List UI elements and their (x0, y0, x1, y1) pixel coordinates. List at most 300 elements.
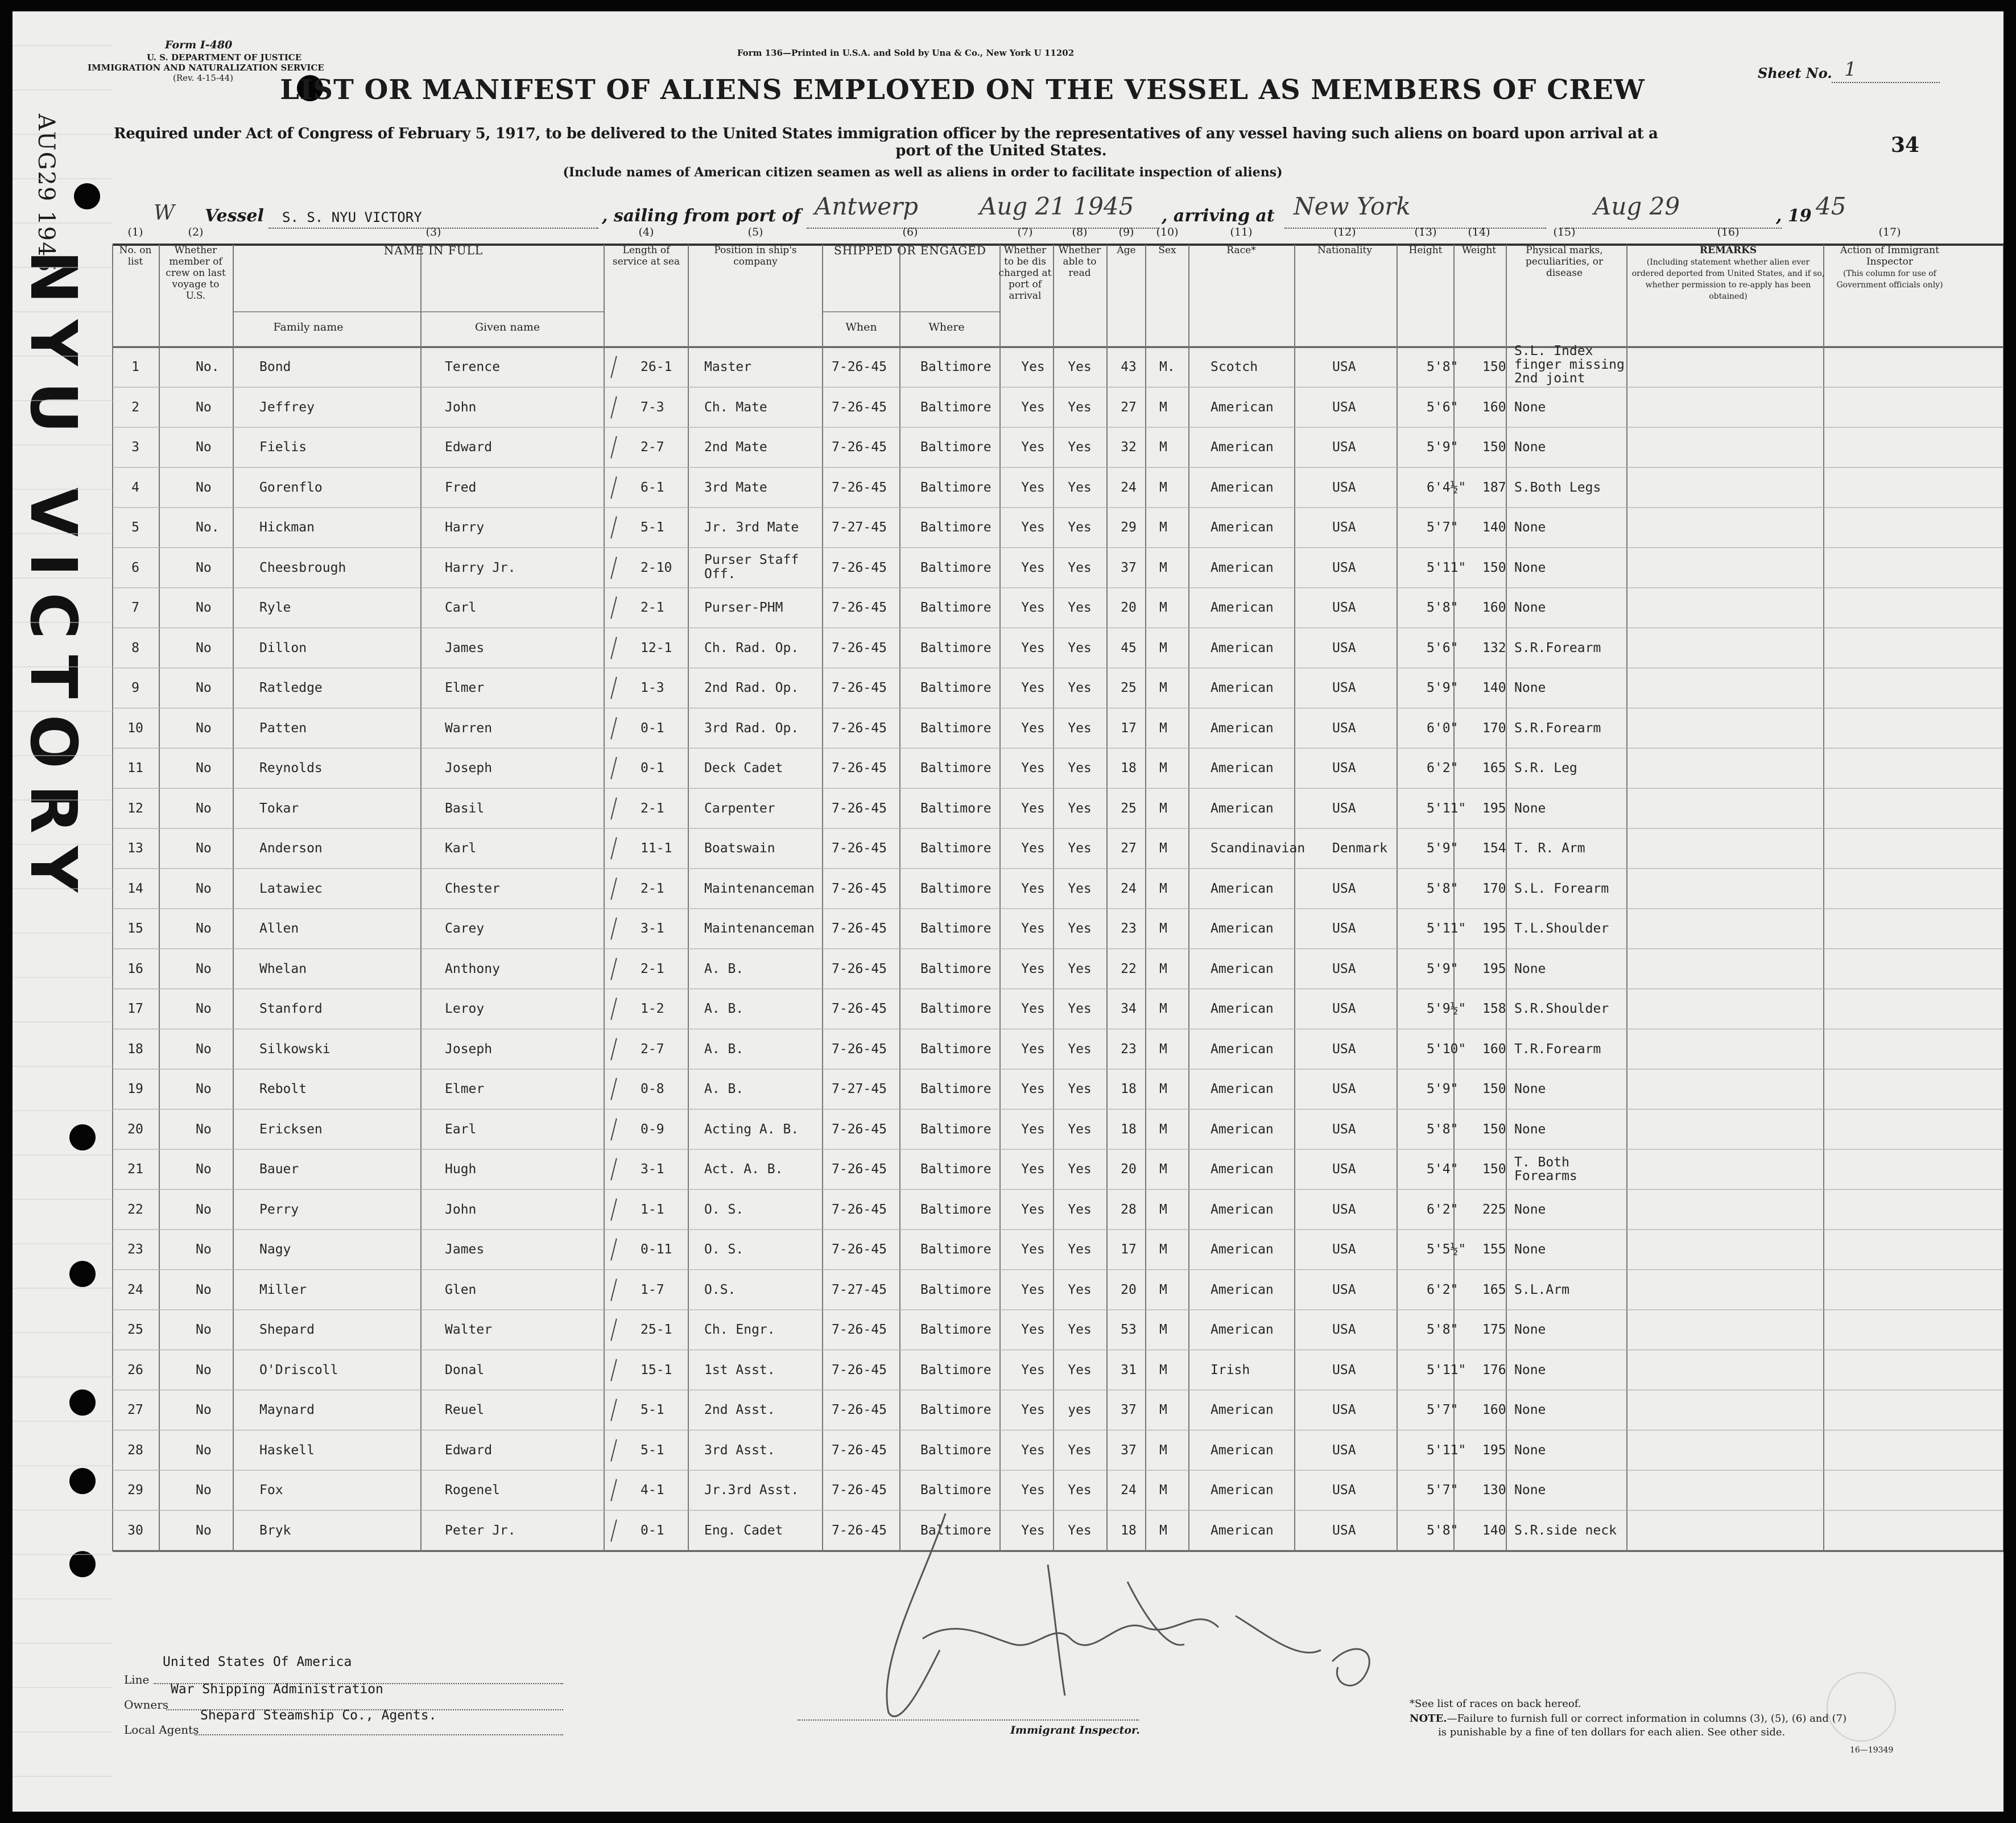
cell-where: Baltimore (920, 440, 992, 455)
cell-family: Anderson (259, 841, 323, 856)
cell-discharged: Yes (1021, 680, 1045, 696)
cell-sex: M (1159, 1082, 1167, 1097)
cell-weight: 160 (1482, 1403, 1506, 1418)
cell-race: American (1211, 801, 1274, 816)
cell-height: 5'9" (1427, 680, 1459, 696)
cell-nationality: USA (1332, 440, 1356, 455)
cell-where: Baltimore (920, 761, 992, 776)
cell-where: Baltimore (920, 1523, 992, 1538)
cell-nationality: USA (1332, 801, 1356, 816)
cell-race: American (1211, 720, 1274, 736)
cell-age: 37 (1121, 560, 1137, 575)
cell-height: 5'9" (1427, 961, 1459, 976)
cell-given: Glen (445, 1282, 477, 1297)
cell-position: Boatswain (704, 841, 775, 856)
cell-race: American (1211, 1523, 1274, 1538)
cell-sex: M (1159, 1483, 1167, 1498)
cell-race: American (1211, 480, 1274, 495)
cell-when: 7-26-45 (832, 399, 887, 415)
cell-family: Ryle (259, 600, 291, 616)
cell-sex: M (1159, 1523, 1167, 1538)
cell-height: 5'7" (1427, 1483, 1459, 1498)
cell-discharged: Yes (1021, 1001, 1045, 1017)
cell-discharged: Yes (1021, 399, 1045, 415)
cell-weight: 154 (1482, 841, 1506, 856)
cell-family: Maynard (259, 1403, 315, 1418)
cell-race: American (1211, 440, 1274, 455)
cell-position: Acting A. B. (704, 1121, 799, 1137)
cell-position: A. B. (704, 961, 744, 976)
cell-sex: M (1159, 961, 1167, 976)
cell-read: Yes (1068, 1001, 1092, 1017)
cell-discharged: Yes (1021, 1442, 1045, 1458)
cell-discharged: Yes (1021, 1162, 1045, 1177)
cell-age: 34 (1121, 1001, 1137, 1017)
cell-read: Yes (1068, 399, 1092, 415)
cell-race: American (1211, 1242, 1274, 1257)
cell-position: Ch. Rad. Op. (704, 640, 799, 655)
cell-read: Yes (1068, 1322, 1092, 1338)
cell-height: 5'4" (1427, 1162, 1459, 1177)
cell-family: Fox (259, 1483, 283, 1498)
cell-voyage: No (196, 1282, 212, 1297)
cell-age: 18 (1121, 1082, 1137, 1097)
cell-height: 5'5½" (1427, 1242, 1466, 1257)
cell-when: 7-26-45 (832, 1121, 887, 1137)
cell-position: Ch. Mate (704, 399, 767, 415)
cell-no: 18 (127, 1041, 143, 1057)
cell-age: 18 (1121, 1121, 1137, 1137)
cell-race: American (1211, 560, 1274, 575)
cell-voyage: No (196, 480, 212, 495)
cell-race: American (1211, 520, 1274, 535)
cell-where: Baltimore (920, 881, 992, 896)
cell-when: 7-27-45 (832, 1282, 887, 1297)
cell-discharged: Yes (1021, 1362, 1045, 1377)
col-head-no: (1) No. on list (119, 226, 152, 267)
cell-marks: None (1514, 1121, 1546, 1137)
cell-nationality: USA (1332, 720, 1356, 736)
subhead-where: Where (928, 321, 965, 333)
col-head-remarks: (16) REMARKS (Including statement whether alien ever ordered deported from United States, and if so, whether permission to re-apply has been obtained) (1631, 226, 1825, 301)
cell-read: Yes (1068, 1362, 1092, 1377)
cell-sex: M (1159, 1202, 1167, 1217)
note-line-2: is punishable by a fine of ten dollars for each alien. See other side. (1438, 1726, 1786, 1738)
cell-read: Yes (1068, 560, 1092, 575)
inspector-rule (798, 1719, 1139, 1721)
cell-family: Nagy (259, 1242, 291, 1257)
cell-marks: None (1514, 600, 1546, 616)
cell-read: Yes (1068, 1082, 1092, 1097)
cell-no: 22 (127, 1202, 143, 1217)
cell-age: 17 (1121, 720, 1137, 736)
cell-race: American (1211, 1041, 1274, 1057)
cell-sex: M (1159, 1041, 1167, 1057)
cell-weight: 225 (1482, 1202, 1506, 1217)
cell-position: 2nd Asst. (704, 1403, 775, 1418)
cell-position: O. S. (704, 1242, 744, 1257)
cell-age: 20 (1121, 600, 1137, 616)
cell-weight: 195 (1482, 1442, 1506, 1458)
cell-read: Yes (1068, 1483, 1092, 1498)
cell-when: 7-26-45 (832, 1403, 887, 1418)
cell-position: Master (704, 360, 752, 375)
cell-age: 32 (1121, 440, 1137, 455)
cell-no: 28 (127, 1442, 143, 1458)
cell-nationality: USA (1332, 881, 1356, 896)
cell-service: 3-1 (641, 1162, 664, 1177)
subhead-family: Family name (273, 321, 344, 333)
cell-marks: S.L. Index finger missing 2nd joint (1514, 344, 1625, 386)
cell-marks: None (1514, 1242, 1546, 1257)
races-note: *See list of races on back hereof. (1410, 1698, 1581, 1710)
col-head-voyage: (2) Whether member of crew on last voyage to U.S. (166, 226, 226, 302)
cell-given: Elmer (445, 1082, 485, 1097)
cell-position: 3rd Rad. Op. (704, 720, 799, 736)
cell-height: 5'11" (1427, 1362, 1466, 1377)
sailing-port: Antwerp (815, 192, 919, 220)
cell-height: 5'8" (1427, 881, 1459, 896)
cell-service: 2-1 (641, 881, 664, 896)
cell-marks: None (1514, 1442, 1546, 1458)
cell-service: 5-1 (641, 520, 664, 535)
col-head-weight: (14) Weight (1461, 226, 1497, 256)
cell-sex: M. (1159, 360, 1175, 375)
cell-discharged: Yes (1021, 1242, 1045, 1257)
cell-service: 12-1 (641, 640, 672, 655)
vessel-handwritten: NYU VICTORY (16, 250, 90, 909)
cell-discharged: Yes (1021, 520, 1045, 535)
cell-sex: M (1159, 520, 1167, 535)
cell-height: 5'6" (1427, 640, 1459, 655)
received-stamp: AUG29 1945 (33, 114, 59, 273)
vessel-label: Vessel (205, 206, 264, 226)
cell-service: 5-1 (641, 1403, 664, 1418)
cell-voyage: No (196, 1483, 212, 1498)
cell-family: Stanford (259, 1001, 323, 1017)
cell-family: Haskell (259, 1442, 315, 1458)
cell-race: American (1211, 1282, 1274, 1297)
cell-nationality: USA (1332, 640, 1356, 655)
cell-nationality: USA (1332, 360, 1356, 375)
cell-where: Baltimore (920, 841, 992, 856)
cell-weight: 150 (1482, 440, 1506, 455)
cell-discharged: Yes (1021, 1202, 1045, 1217)
cell-discharged: Yes (1021, 841, 1045, 856)
cell-marks: None (1514, 1483, 1546, 1498)
cell-marks: S.R. Leg (1514, 761, 1577, 776)
cell-no: 24 (127, 1282, 143, 1297)
cell-voyage: No (196, 440, 212, 455)
cell-read: Yes (1068, 360, 1092, 375)
cell-position: Maintenanceman (704, 881, 815, 896)
cell-marks: S.R.Shoulder (1514, 1001, 1609, 1017)
cell-given: Peter Jr. (445, 1523, 516, 1538)
cell-position: Eng. Cadet (704, 1523, 783, 1538)
cell-discharged: Yes (1021, 360, 1045, 375)
cell-when: 7-26-45 (832, 1322, 887, 1338)
cell-given: Harry (445, 520, 485, 535)
cell-position: 1st Asst. (704, 1362, 775, 1377)
cell-read: Yes (1068, 1282, 1092, 1297)
cell-service: 15-1 (641, 1362, 672, 1377)
revision: (Rev. 4-15-44) (173, 73, 233, 83)
cell-sex: M (1159, 881, 1167, 896)
cell-nationality: USA (1332, 961, 1356, 976)
cell-discharged: Yes (1021, 801, 1045, 816)
cell-position: 3rd Asst. (704, 1442, 775, 1458)
cell-sex: M (1159, 720, 1167, 736)
cell-when: 7-26-45 (832, 1001, 887, 1017)
cell-where: Baltimore (920, 1162, 992, 1177)
cell-weight: 132 (1482, 640, 1506, 655)
cell-discharged: Yes (1021, 921, 1045, 937)
cell-nationality: USA (1332, 1202, 1356, 1217)
sheet-label: Sheet No. (1758, 65, 1832, 81)
cell-age: 37 (1121, 1403, 1137, 1418)
year-suffix: 45 (1816, 192, 1846, 220)
cell-age: 18 (1121, 1523, 1137, 1538)
cell-when: 7-26-45 (832, 640, 887, 655)
cell-when: 7-26-45 (832, 841, 887, 856)
note-line-1: NOTE.—Failure to furnish full or correct information in columns (3), (5), (6) and (7) (1410, 1713, 1847, 1725)
cell-service: 1-3 (641, 680, 664, 696)
cell-when: 7-26-45 (832, 801, 887, 816)
cell-marks: None (1514, 801, 1546, 816)
cell-family: Tokar (259, 801, 299, 816)
cell-read: yes (1068, 1403, 1092, 1418)
cell-sex: M (1159, 1362, 1167, 1377)
required-line-2: port of the United States. (895, 142, 1107, 159)
cell-voyage: No (196, 1442, 212, 1458)
year-prefix: , 19 (1776, 206, 1812, 226)
cell-no: 7 (131, 600, 139, 616)
cell-where: Baltimore (920, 480, 992, 495)
cell-given: Edward (445, 440, 493, 455)
cell-discharged: Yes (1021, 480, 1045, 495)
arriving-port: New York (1294, 192, 1411, 220)
cell-position: Deck Cadet (704, 761, 783, 776)
cell-discharged: Yes (1021, 881, 1045, 896)
cell-sex: M (1159, 1242, 1167, 1257)
cell-height: 5'9" (1427, 440, 1459, 455)
cell-marks: None (1514, 399, 1546, 415)
cell-given: Basil (445, 801, 485, 816)
cell-family: Bauer (259, 1162, 299, 1177)
cell-sex: M (1159, 1442, 1167, 1458)
cell-sex: M (1159, 640, 1167, 655)
cell-when: 7-26-45 (832, 921, 887, 937)
cell-sex: M (1159, 1121, 1167, 1137)
cell-family: Allen (259, 921, 299, 937)
cell-service: 2-7 (641, 440, 664, 455)
cell-read: Yes (1068, 640, 1092, 655)
cell-position: A. B. (704, 1082, 744, 1097)
cell-given: Leroy (445, 1001, 485, 1017)
cell-no: 23 (127, 1242, 143, 1257)
cell-height: 5'9½" (1427, 1001, 1466, 1017)
cell-discharged: Yes (1021, 1121, 1045, 1137)
cell-given: Earl (445, 1121, 477, 1137)
subhead-when: When (845, 321, 877, 333)
cell-no: 20 (127, 1121, 143, 1137)
cell-weight: 176 (1482, 1362, 1506, 1377)
cell-given: Reuel (445, 1403, 485, 1418)
cell-discharged: Yes (1021, 1282, 1045, 1297)
cell-service: 11-1 (641, 841, 672, 856)
cell-marks: None (1514, 1322, 1546, 1338)
cell-given: Warren (445, 720, 493, 736)
cell-family: Whelan (259, 961, 307, 976)
cell-service: 2-7 (641, 1041, 664, 1057)
cell-sex: M (1159, 1322, 1167, 1338)
cell-weight: 195 (1482, 961, 1506, 976)
cell-no: 1 (131, 360, 139, 375)
cell-race: American (1211, 1403, 1274, 1418)
cell-where: Baltimore (920, 1121, 992, 1137)
cell-height: 5'10" (1427, 1041, 1466, 1057)
cell-discharged: Yes (1021, 600, 1045, 616)
cell-nationality: Denmark (1332, 841, 1387, 856)
cell-service: 26-1 (641, 360, 672, 375)
line-label: Line (124, 1673, 150, 1686)
cell-where: Baltimore (920, 801, 992, 816)
cell-marks: T.L.Shoulder (1514, 921, 1609, 937)
cell-family: Dillon (259, 640, 307, 655)
cell-when: 7-26-45 (832, 1162, 887, 1177)
arriving-date: Aug 29 (1594, 192, 1680, 220)
cell-voyage: No (196, 881, 212, 896)
cell-voyage: No (196, 1403, 212, 1418)
cell-family: Reynolds (259, 761, 323, 776)
cell-where: Baltimore (920, 680, 992, 696)
cell-age: 43 (1121, 360, 1137, 375)
cell-given: James (445, 640, 485, 655)
cell-nationality: USA (1332, 1403, 1356, 1418)
cell-read: Yes (1068, 1202, 1092, 1217)
cell-nationality: USA (1332, 680, 1356, 696)
cell-read: Yes (1068, 720, 1092, 736)
cell-read: Yes (1068, 761, 1092, 776)
col-head-name: (3) NAME IN FULL (383, 226, 484, 257)
department: U. S. DEPARTMENT OF JUSTICE (147, 52, 302, 63)
document-title: LIST OR MANIFEST OF ALIENS EMPLOYED ON THE VESSEL AS MEMBERS OF CREW (280, 74, 1645, 106)
cell-age: 27 (1121, 399, 1137, 415)
cell-when: 7-26-45 (832, 560, 887, 575)
cell-no: 19 (127, 1082, 143, 1097)
cell-no: 26 (127, 1362, 143, 1377)
cell-service: 2-1 (641, 961, 664, 976)
cell-sex: M (1159, 560, 1167, 575)
cell-weight: 195 (1482, 801, 1506, 816)
cell-height: 5'9" (1427, 1082, 1459, 1097)
col-head-discharged: (7) Whether to be dis charged at port of arrival (998, 226, 1052, 302)
cell-height: 5'11" (1427, 801, 1466, 816)
cell-no: 30 (127, 1523, 143, 1538)
cell-position: Act. A. B. (704, 1162, 783, 1177)
cell-where: Baltimore (920, 1242, 992, 1257)
cell-given: Edward (445, 1442, 493, 1458)
cell-where: Baltimore (920, 399, 992, 415)
cell-height: 5'11" (1427, 921, 1466, 937)
cell-weight: 165 (1482, 761, 1506, 776)
cell-voyage: No (196, 761, 212, 776)
cell-voyage: No (196, 1202, 212, 1217)
cell-marks: None (1514, 1362, 1546, 1377)
cell-no: 13 (127, 841, 143, 856)
cell-nationality: USA (1332, 480, 1356, 495)
cell-height: 6'4½" (1427, 480, 1466, 495)
cell-height: 5'7" (1427, 520, 1459, 535)
sailing-label: , sailing from port of (602, 206, 801, 226)
cell-discharged: Yes (1021, 1403, 1045, 1418)
cell-when: 7-26-45 (832, 1202, 887, 1217)
col-head-height: (13) Height (1408, 226, 1443, 256)
cell-service: 2-1 (641, 600, 664, 616)
form-number: Form I-480 (165, 39, 233, 51)
cell-given: Chester (445, 881, 500, 896)
cell-given: John (445, 1202, 477, 1217)
cell-nationality: USA (1332, 1362, 1356, 1377)
cell-voyage: No (196, 1041, 212, 1057)
cell-service: 3-1 (641, 921, 664, 937)
cell-sex: M (1159, 1001, 1167, 1017)
cell-marks: S.L. Forearm (1514, 881, 1609, 896)
cell-family: Miller (259, 1282, 307, 1297)
service: IMMIGRATION AND NATURALIZATION SERVICE (88, 63, 324, 73)
cell-service: 25-1 (641, 1322, 672, 1338)
cell-family: Patten (259, 720, 307, 736)
cell-race: American (1211, 761, 1274, 776)
cell-sex: M (1159, 680, 1167, 696)
cell-sex: M (1159, 600, 1167, 616)
cell-read: Yes (1068, 1442, 1092, 1458)
cell-position: 2nd Rad. Op. (704, 680, 799, 696)
cell-discharged: Yes (1021, 1523, 1045, 1538)
cell-where: Baltimore (920, 720, 992, 736)
cell-when: 7-26-45 (832, 600, 887, 616)
cell-when: 7-26-45 (832, 1362, 887, 1377)
cell-age: 37 (1121, 1442, 1137, 1458)
cell-weight: 160 (1482, 1041, 1506, 1057)
cell-marks: None (1514, 1403, 1546, 1418)
cell-race: Scotch (1211, 360, 1258, 375)
cell-no: 12 (127, 801, 143, 816)
cell-age: 23 (1121, 1041, 1137, 1057)
cell-where: Baltimore (920, 560, 992, 575)
cell-height: 5'8" (1427, 360, 1459, 375)
cell-service: 5-1 (641, 1442, 664, 1458)
cell-race: Irish (1211, 1362, 1250, 1377)
cell-read: Yes (1068, 1041, 1092, 1057)
cell-position: Maintenanceman (704, 921, 815, 937)
cell-no: 2 (131, 399, 139, 415)
col-head-marks: (15) Physical marks, peculiarities, or disease (1525, 226, 1604, 279)
cell-read: Yes (1068, 1121, 1092, 1137)
cell-read: Yes (1068, 801, 1092, 816)
cell-no: 27 (127, 1403, 143, 1418)
cell-where: Baltimore (920, 360, 992, 375)
cell-voyage: No (196, 1362, 212, 1377)
cell-height: 6'2" (1427, 1282, 1459, 1297)
cell-family: Silkowski (259, 1041, 331, 1057)
cell-discharged: Yes (1021, 1082, 1045, 1097)
cell-discharged: Yes (1021, 720, 1045, 736)
cell-service: 0-1 (641, 720, 664, 736)
cell-read: Yes (1068, 1523, 1092, 1538)
cell-service: 2-10 (641, 560, 672, 575)
cell-no: 14 (127, 881, 143, 896)
